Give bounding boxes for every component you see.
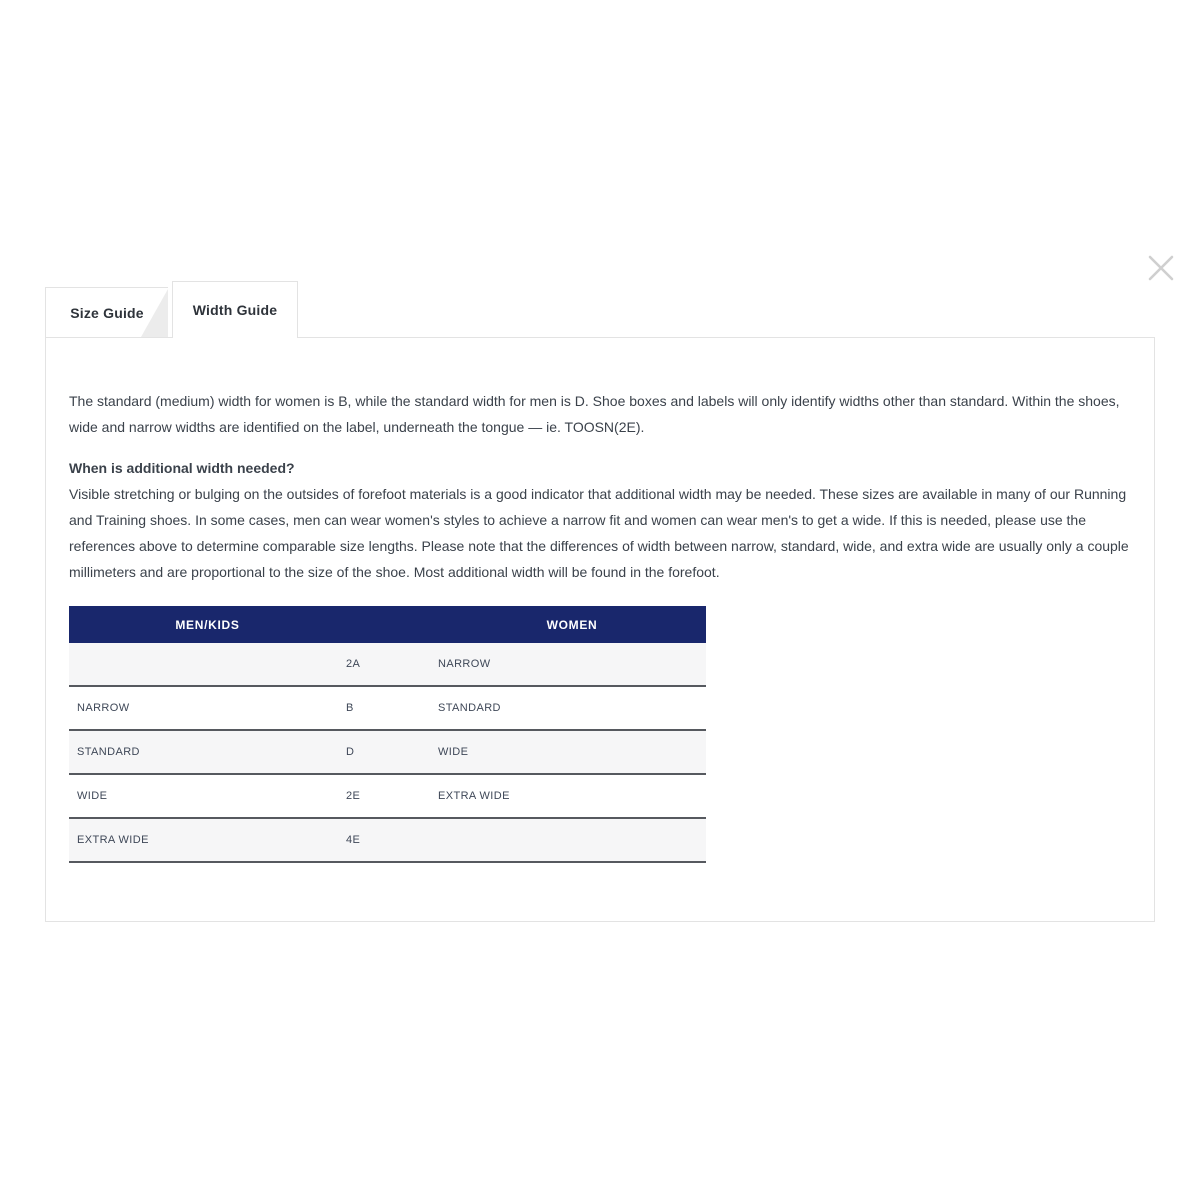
tab-corner-fold (141, 289, 168, 337)
tab-size-guide-label: Size Guide (70, 304, 144, 321)
tab-width-guide-label: Width Guide (192, 302, 278, 318)
cell-width-letter: 2E (346, 790, 361, 802)
tab-size-guide[interactable] (45, 287, 168, 337)
cell-men-kids: EXTRA WIDE (77, 834, 149, 846)
table-row (69, 775, 706, 819)
table-row (69, 731, 706, 775)
close-x-glyph (1142, 249, 1180, 287)
cell-men-kids: STANDARD (77, 746, 140, 758)
cell-women: EXTRA WIDE (438, 790, 510, 802)
column-header-women: WOMEN (546, 617, 598, 632)
cell-women: WIDE (438, 746, 469, 758)
table-row (69, 687, 706, 731)
table-row (69, 819, 706, 863)
column-header-men-kids: MEN/KIDS (175, 617, 240, 632)
width-guide-panel (45, 337, 1155, 922)
table-row (69, 643, 706, 687)
cell-width-letter: 4E (346, 834, 361, 846)
cell-width-letter: B (346, 702, 354, 714)
close-icon[interactable] (1142, 249, 1180, 287)
section-heading: When is additional width needed? (69, 460, 295, 476)
tab-width-guide[interactable] (172, 281, 298, 338)
cell-men-kids: NARROW (77, 702, 130, 714)
cell-women: NARROW (438, 658, 491, 670)
intro-paragraph: The standard (medium) width for women is B, while the standard width for men is D. Shoe boxes and labels will only identify widths other than standard. Within the shoes, wide and narrow widths are identified on the label, underneath the tongue — ie. TOOSN(2E). (69, 393, 1120, 435)
body-paragraph: Visible stretching or bulging on the outsides of forefoot materials is a good indicator that additional width may be needed. These sizes are available in many of our Running and Training shoes. In some cases, men can wear women's styles to achieve a narrow fit and women can wear men's to get a wide. If this is needed, please use the references above to determine comparable size lengths. Please note that the differences of width between narrow, standard, wide, and extra wide are usually only a couple millimeters and are proportional to the size of the shoe. Most additional width will be found in the forefoot. (69, 486, 1129, 580)
cell-width-letter: 2A (346, 658, 361, 670)
cell-women: STANDARD (438, 702, 501, 714)
width-table (69, 606, 706, 863)
width-guide-content (46, 338, 1154, 863)
cell-men-kids: WIDE (77, 790, 108, 802)
cell-width-letter: D (346, 746, 355, 758)
width-table-header (69, 606, 706, 643)
